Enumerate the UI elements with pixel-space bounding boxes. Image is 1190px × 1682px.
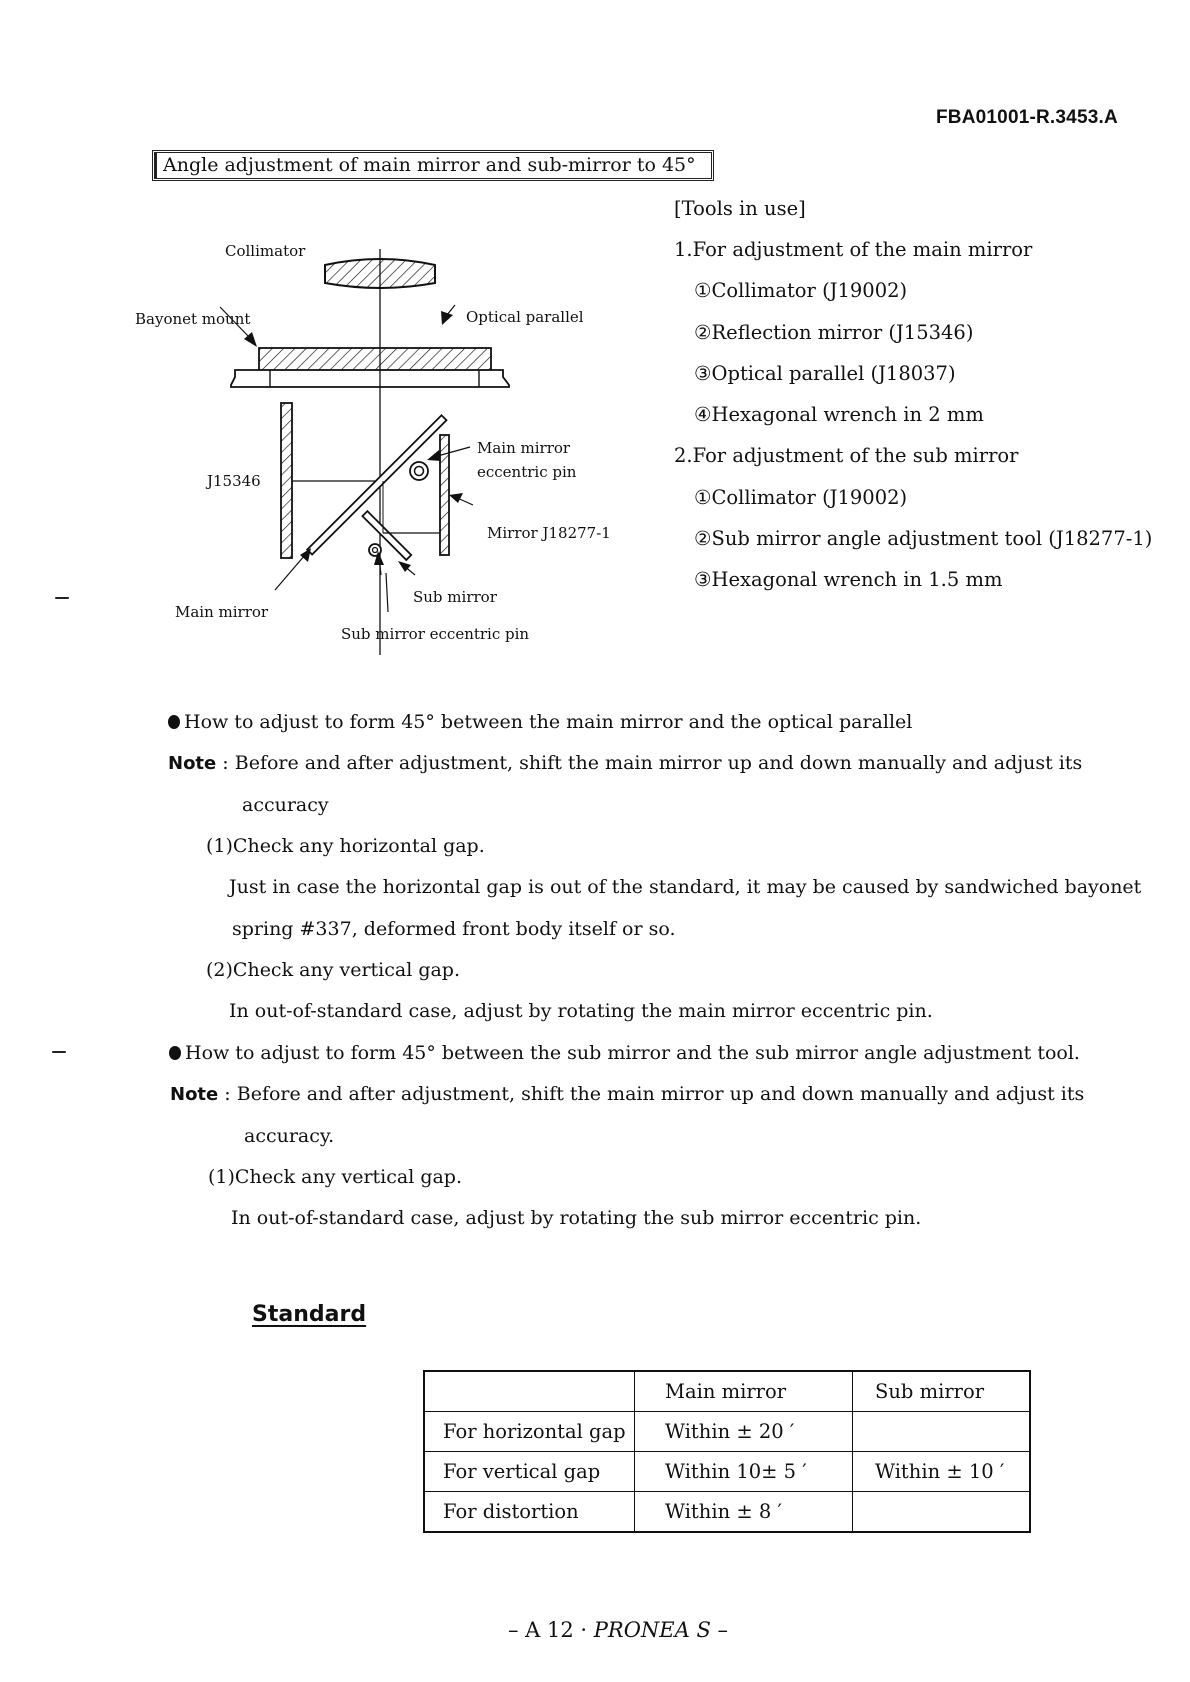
table-cell: For horizontal gap xyxy=(424,1412,635,1452)
tool-item: ②Sub mirror angle adjustment tool (J18277-1) xyxy=(694,527,1153,550)
bullet-icon xyxy=(168,715,180,729)
label-collimator: Collimator xyxy=(225,242,306,260)
tools-heading: [Tools in use] xyxy=(674,197,806,220)
table-header-cell: Sub mirror xyxy=(853,1371,1031,1412)
label-j15346: J15346 xyxy=(207,472,261,490)
procedure-heading-sub xyxy=(169,1042,1080,1064)
standard-table xyxy=(423,1370,1031,1533)
table-header-row xyxy=(424,1371,1030,1412)
table-cell: Within ± 8 ′ xyxy=(635,1492,853,1533)
label-main-mirror-eccentric-pin: Main mirror xyxy=(477,439,571,457)
table-cell: Within 10± 5 ′ xyxy=(635,1452,853,1492)
table-header-cell xyxy=(424,1371,635,1412)
label-bayonet-mount: Bayonet mount xyxy=(135,310,251,328)
tool-item: ①Collimator (J19002) xyxy=(694,486,908,509)
note-sub xyxy=(170,1083,1084,1105)
tool-item: ①Collimator (J19002) xyxy=(694,279,908,302)
label-sub-mirror-eccentric-pin: Sub mirror eccentric pin xyxy=(341,625,530,643)
label-optical-parallel: Optical parallel xyxy=(466,308,584,326)
tools-group-title: 1.For adjustment of the main mirror xyxy=(674,238,1033,261)
procedure-heading-main xyxy=(168,711,912,733)
tool-item: ②Reflection mirror (J15346) xyxy=(694,321,974,344)
note-main xyxy=(168,752,1082,774)
heading-text: How to adjust to form 45° between the sub mirror and the sub mirror angle adjustment tool. xyxy=(185,1042,1080,1064)
tool-item: ③Hexagonal wrench in 1.5 mm xyxy=(694,568,1003,591)
label-sub-mirror: Sub mirror xyxy=(413,588,497,606)
table-cell: Within ± 20 ′ xyxy=(635,1412,853,1452)
step-2: (2)Check any vertical gap. xyxy=(206,959,461,981)
page-footer xyxy=(508,1618,728,1642)
heading-text: How to adjust to form 45° between the main mirror and the optical parallel xyxy=(184,711,913,733)
table-row xyxy=(424,1412,1030,1452)
tools-group-title: 2.For adjustment of the sub mirror xyxy=(674,444,1019,467)
standard-title: Standard xyxy=(252,1302,367,1327)
step-1-detail: Just in case the horizontal gap is out of the standard, it may be caused by sandwiched bayonet xyxy=(229,876,1142,898)
table-cell: For vertical gap xyxy=(424,1452,635,1492)
section-title: Angle adjustment of main mirror and sub-mirror to 45° xyxy=(152,150,714,181)
step-1-detail: In out-of-standard case, adjust by rotating the sub mirror eccentric pin. xyxy=(231,1207,922,1229)
table-row xyxy=(424,1492,1030,1533)
label-mirror-j18277: Mirror J18277-1 xyxy=(487,524,611,542)
note-label: Note xyxy=(170,1084,219,1105)
tool-item: ③Optical parallel (J18037) xyxy=(694,362,956,385)
margin-mark xyxy=(52,1051,66,1053)
page-number: – A 12 · xyxy=(508,1618,594,1642)
label-main-mirror: Main mirror xyxy=(175,603,269,621)
mirror-adjustment-diagram xyxy=(125,235,645,655)
bullet-icon xyxy=(169,1046,181,1060)
label-main-mirror-eccentric-pin: eccentric pin xyxy=(477,463,577,481)
margin-mark xyxy=(55,597,69,599)
model-name: PRONEA S xyxy=(593,1618,711,1642)
note-continuation: accuracy. xyxy=(244,1125,335,1147)
note-label: Note xyxy=(168,753,217,774)
document-code: FBA01001-R.3453.A xyxy=(936,107,1118,128)
collimator-lens xyxy=(325,259,435,288)
step-1: (1)Check any vertical gap. xyxy=(208,1166,463,1188)
step-2-detail: In out-of-standard case, adjust by rotating the main mirror eccentric pin. xyxy=(229,1000,933,1022)
tool-item: ④Hexagonal wrench in 2 mm xyxy=(694,403,984,426)
table-cell xyxy=(853,1492,1031,1533)
table-row xyxy=(424,1452,1030,1492)
step-1-detail: spring #337, deformed front body itself or so. xyxy=(232,918,676,940)
table-cell: Within ± 10 ′ xyxy=(853,1452,1031,1492)
table-cell: For distortion xyxy=(424,1492,635,1533)
step-1: (1)Check any horizontal gap. xyxy=(206,835,485,857)
table-cell xyxy=(853,1412,1031,1452)
note-text: : Before and after adjustment, shift the main mirror up and down manually and adjust its xyxy=(224,1083,1085,1105)
footer-dash: – xyxy=(710,1618,729,1642)
table-header-cell: Main mirror xyxy=(635,1371,853,1412)
note-text: : Before and after adjustment, shift the main mirror up and down manually and adjust its xyxy=(222,752,1083,774)
note-continuation: accuracy xyxy=(242,794,329,816)
